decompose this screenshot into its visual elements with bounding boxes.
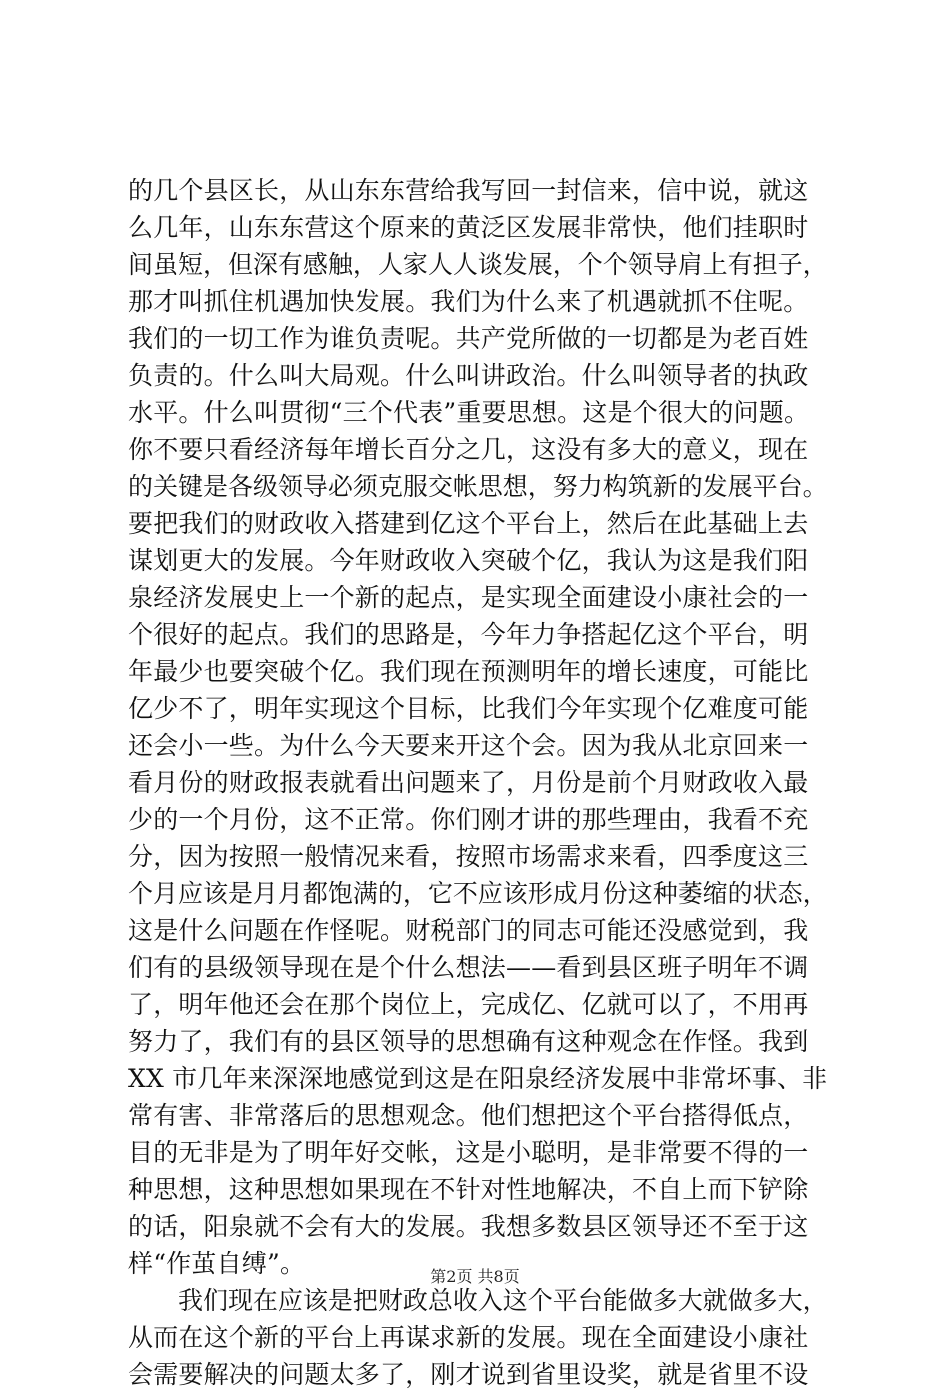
text-line: 亿少不了，明年实现这个目标，比我们今年实现个亿难度可能 [128,694,809,723]
text-line: 谋划更大的发展。今年财政收入突破个亿，我认为这是我们阳 [128,546,809,575]
text-line: 的关键是各级领导必须克服交帐思想，努力构筑新的发展平台。 [128,472,828,501]
text-line: 会需要解决的问题太多了，刚才说到省里设奖，就是省里不设 [128,1360,809,1389]
text-line: 么几年，山东东营这个原来的黄泛区发展非常快，他们挂职时 [128,213,809,242]
text-line: 负责的。什么叫大局观。什么叫讲政治。什么叫领导者的执政 [128,361,809,390]
text-line: 泉经济发展史上一个新的起点，是实现全面建设小康社会的一 [128,583,809,612]
text-line: 少的一个月份，这不正常。你们刚才讲的那些理由，我看不充 [128,805,809,834]
text-line: 个很好的起点。我们的思路是，今年力争搭起亿这个平台，明 [128,620,809,649]
text-line: 了，明年他还会在那个岗位上，完成亿、亿就可以了，不用再 [128,990,809,1019]
text-line: 努力了，我们有的县区领导的思想确有这种观念在作怪。我到 [128,1027,809,1056]
text-line: 那才叫抓住机遇加快发展。我们为什么来了机遇就抓不住呢。 [128,287,809,316]
text-line: 还会小一些。为什么今天要来开这个会。因为我从北京回来一 [128,731,809,760]
text-line: 水平。什么叫贯彻“三个代表”重要思想。这是个很大的问题。 [128,398,810,427]
text-line: 从而在这个新的平台上再谋求新的发展。现在全面建设小康社 [128,1323,809,1352]
text-line: 个月应该是月月都饱满的，它不应该形成月份这种萎缩的状态， [128,879,828,908]
text-line: 看月份的财政报表就看出问题来了，月份是前个月财政收入最 [128,768,809,797]
text-line: 种思想，这种思想如果现在不针对性地解决，不自上而下铲除 [128,1175,809,1204]
text-line: 分，因为按照一般情况来看，按照市场需求来看，四季度这三 [128,842,809,871]
text-line: 的话，阳泉就不会有大的发展。我想多数县区领导还不至于这 [128,1212,809,1241]
text-line: 的几个县区长，从山东东营给我写回一封信来，信中说，就这 [128,176,809,205]
text-line: 要把我们的财政收入搭建到亿这个平台上，然后在此基础上去 [128,509,809,538]
text-line: XX 市几年来深深地感觉到这是在阳泉经济发展中非常坏事、非 [128,1064,828,1093]
text-line: 这是什么问题在作怪呢。财税部门的同志可能还没感觉到，我 [128,916,809,945]
paragraph-start-line: 我们现在应该是把财政总收入这个平台能做多大就做多大， [128,1286,828,1315]
page-footer [0,1267,950,1287]
text-line: 常有害、非常落后的思想观念。他们想把这个平台搭得低点， [128,1101,809,1130]
text-line: 你不要只看经济每年增长百分之几，这没有多大的意义，现在 [128,435,809,464]
text-line: 样“作茧自缚”。 [128,1249,306,1278]
text-line: 年最少也要突破个亿。我们现在预测明年的增长速度，可能比 [128,657,809,686]
text-line: 目的无非是为了明年好交帐，这是小聪明，是非常要不得的一 [128,1138,809,1167]
text-line: 间虽短，但深有感触，人家人人谈发展，个个领导肩上有担子， [128,250,828,279]
text-line: 们有的县级领导现在是个什么想法——看到县区班子明年不调 [128,953,809,982]
text-line: 我们的一切工作为谁负责呢。共产党所做的一切都是为老百姓 [128,324,809,353]
page-number: 第2页 共8页 [430,1267,520,1286]
body-text [128,172,828,1393]
